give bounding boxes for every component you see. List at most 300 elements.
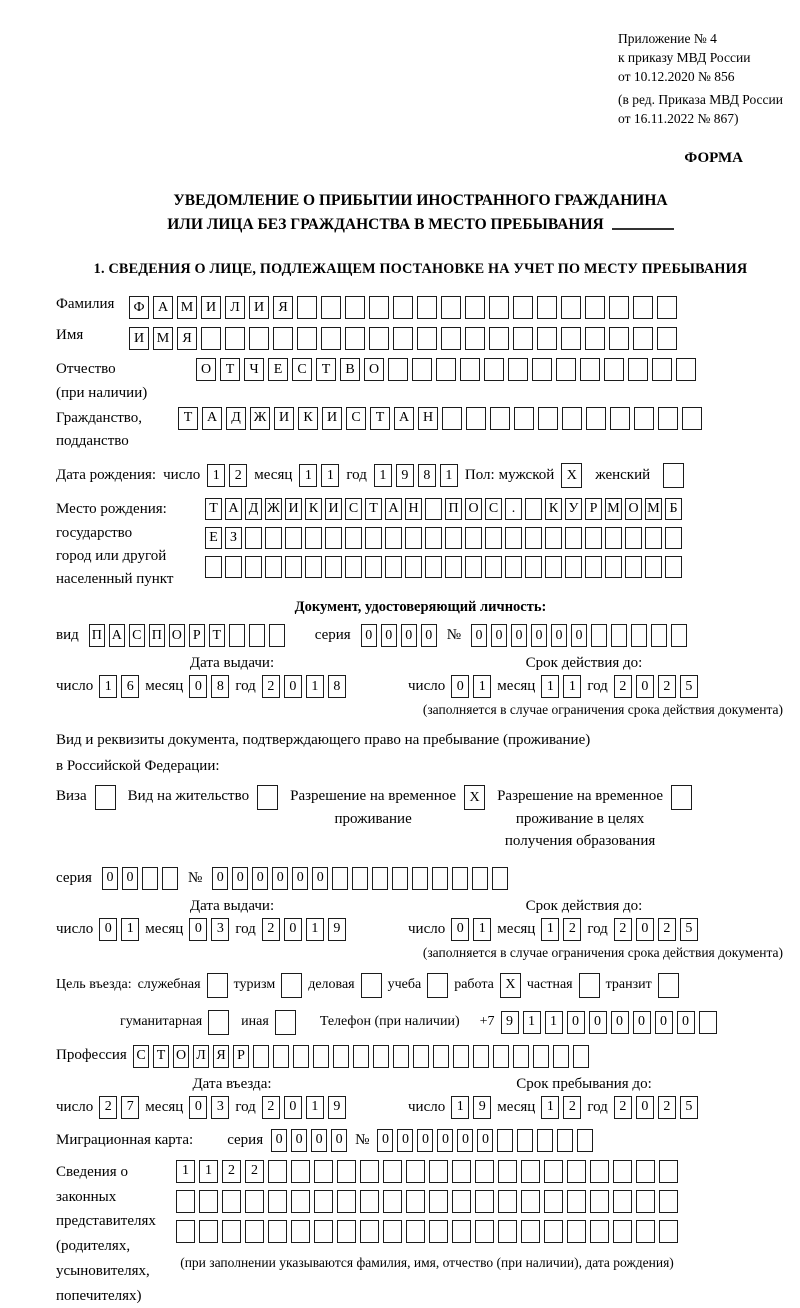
char-cell[interactable]	[611, 624, 627, 647]
birth-place-row1[interactable]	[205, 498, 682, 520]
char-cell[interactable]: Р	[585, 498, 602, 520]
char-cell[interactable]: 7	[121, 1096, 139, 1119]
char-cell[interactable]	[497, 1129, 513, 1152]
char-cell[interactable]	[580, 358, 600, 381]
char-cell[interactable]: А	[225, 498, 242, 520]
char-cell[interactable]: К	[305, 498, 322, 520]
char-cell[interactable]: 2	[262, 918, 280, 941]
char-cell[interactable]	[441, 327, 461, 350]
char-cell[interactable]	[432, 867, 448, 890]
char-cell[interactable]: Т	[153, 1045, 169, 1068]
identity-expiry-month[interactable]	[541, 675, 581, 698]
purpose-tourism-checkbox[interactable]	[281, 973, 302, 998]
char-cell[interactable]	[585, 327, 605, 350]
char-cell[interactable]: 0	[636, 675, 654, 698]
char-cell[interactable]: А	[109, 624, 125, 647]
char-cell[interactable]	[498, 1220, 517, 1243]
char-cell[interactable]: 2	[658, 675, 676, 698]
char-cell[interactable]	[383, 1190, 402, 1213]
char-cell[interactable]	[445, 556, 462, 578]
residence-issue-day[interactable]	[99, 918, 139, 941]
residence-issue-year[interactable]	[262, 918, 346, 941]
char-cell[interactable]: 1	[523, 1011, 541, 1034]
char-cell[interactable]: 1	[176, 1160, 195, 1183]
representatives-row2[interactable]	[176, 1190, 678, 1213]
char-cell[interactable]	[406, 1220, 425, 1243]
birth-year-cells[interactable]	[374, 464, 458, 487]
char-cell[interactable]	[321, 296, 341, 319]
char-cell[interactable]: К	[545, 498, 562, 520]
char-cell[interactable]	[505, 527, 522, 549]
char-cell[interactable]: 9	[473, 1096, 491, 1119]
char-cell[interactable]: Т	[178, 407, 198, 430]
char-cell[interactable]	[305, 527, 322, 549]
char-cell[interactable]	[205, 556, 222, 578]
char-cell[interactable]: 0	[551, 624, 567, 647]
char-cell[interactable]	[561, 296, 581, 319]
char-cell[interactable]	[567, 1190, 586, 1213]
char-cell[interactable]	[406, 1160, 425, 1183]
char-cell[interactable]	[337, 1220, 356, 1243]
char-cell[interactable]	[249, 624, 265, 647]
char-cell[interactable]	[525, 527, 542, 549]
char-cell[interactable]: 0	[189, 675, 207, 698]
char-cell[interactable]	[417, 327, 437, 350]
char-cell[interactable]	[586, 407, 606, 430]
char-cell[interactable]	[293, 1045, 309, 1068]
citizenship-cells[interactable]	[178, 407, 702, 430]
char-cell[interactable]: Р	[189, 624, 205, 647]
char-cell[interactable]	[388, 358, 408, 381]
char-cell[interactable]: С	[485, 498, 502, 520]
char-cell[interactable]: 0	[271, 1129, 287, 1152]
char-cell[interactable]	[383, 1160, 402, 1183]
char-cell[interactable]	[345, 527, 362, 549]
char-cell[interactable]	[545, 556, 562, 578]
char-cell[interactable]	[628, 358, 648, 381]
char-cell[interactable]	[590, 1160, 609, 1183]
char-cell[interactable]	[484, 358, 504, 381]
residence-permit-checkbox[interactable]	[257, 785, 278, 810]
stay-month[interactable]	[541, 1096, 581, 1119]
char-cell[interactable]: Ж	[250, 407, 270, 430]
char-cell[interactable]	[485, 556, 502, 578]
char-cell[interactable]	[492, 867, 508, 890]
doc-number-cells[interactable]	[471, 624, 687, 647]
char-cell[interactable]	[425, 527, 442, 549]
char-cell[interactable]	[199, 1190, 218, 1213]
char-cell[interactable]	[413, 1045, 429, 1068]
char-cell[interactable]: 2	[229, 464, 247, 487]
char-cell[interactable]	[313, 1045, 329, 1068]
migration-number-cells[interactable]	[377, 1129, 593, 1152]
birth-place-row3[interactable]	[205, 556, 682, 578]
char-cell[interactable]: З	[225, 527, 242, 549]
residence-series-cells[interactable]	[102, 867, 178, 890]
char-cell[interactable]	[162, 867, 178, 890]
char-cell[interactable]	[429, 1160, 448, 1183]
char-cell[interactable]: 8	[328, 675, 346, 698]
char-cell[interactable]: 0	[511, 624, 527, 647]
char-cell[interactable]: 0	[311, 1129, 327, 1152]
char-cell[interactable]	[452, 1160, 471, 1183]
char-cell[interactable]	[352, 867, 368, 890]
patronymic-cells[interactable]	[196, 358, 696, 381]
char-cell[interactable]: 0	[397, 1129, 413, 1152]
char-cell[interactable]	[452, 867, 468, 890]
entry-month[interactable]	[189, 1096, 229, 1119]
visa-checkbox[interactable]	[95, 785, 116, 810]
char-cell[interactable]: 9	[396, 464, 414, 487]
char-cell[interactable]: Е	[268, 358, 288, 381]
char-cell[interactable]	[392, 867, 408, 890]
char-cell[interactable]	[273, 327, 293, 350]
char-cell[interactable]: А	[394, 407, 414, 430]
char-cell[interactable]: 1	[541, 1096, 559, 1119]
purpose-other-checkbox[interactable]	[275, 1010, 296, 1035]
char-cell[interactable]: 0	[491, 624, 507, 647]
char-cell[interactable]: М	[177, 296, 197, 319]
char-cell[interactable]: Т	[205, 498, 222, 520]
char-cell[interactable]: 2	[563, 918, 581, 941]
char-cell[interactable]	[590, 1190, 609, 1213]
char-cell[interactable]	[466, 407, 486, 430]
char-cell[interactable]	[521, 1220, 540, 1243]
char-cell[interactable]: 0	[377, 1129, 393, 1152]
entry-year[interactable]	[262, 1096, 346, 1119]
char-cell[interactable]: 0	[531, 624, 547, 647]
char-cell[interactable]	[412, 867, 428, 890]
char-cell[interactable]	[498, 1160, 517, 1183]
purpose-transit-checkbox[interactable]	[658, 973, 679, 998]
birth-place-row2[interactable]	[205, 527, 682, 549]
char-cell[interactable]: 0	[655, 1011, 673, 1034]
char-cell[interactable]: М	[605, 498, 622, 520]
char-cell[interactable]: О	[196, 358, 216, 381]
char-cell[interactable]	[325, 527, 342, 549]
char-cell[interactable]	[142, 867, 158, 890]
char-cell[interactable]	[297, 327, 317, 350]
female-checkbox[interactable]	[663, 463, 684, 488]
purpose-work-checkbox[interactable]: X	[500, 973, 521, 998]
char-cell[interactable]: 5	[680, 918, 698, 941]
char-cell[interactable]: 0	[567, 1011, 585, 1034]
char-cell[interactable]	[225, 327, 245, 350]
char-cell[interactable]	[365, 556, 382, 578]
char-cell[interactable]	[314, 1160, 333, 1183]
residence-expiry-day[interactable]	[451, 918, 491, 941]
char-cell[interactable]	[360, 1220, 379, 1243]
char-cell[interactable]	[305, 556, 322, 578]
char-cell[interactable]: Ч	[244, 358, 264, 381]
char-cell[interactable]	[445, 527, 462, 549]
char-cell[interactable]: О	[465, 498, 482, 520]
char-cell[interactable]	[285, 556, 302, 578]
char-cell[interactable]	[465, 296, 485, 319]
char-cell[interactable]: 0	[636, 918, 654, 941]
char-cell[interactable]	[567, 1220, 586, 1243]
char-cell[interactable]	[176, 1220, 195, 1243]
char-cell[interactable]: 0	[471, 624, 487, 647]
char-cell[interactable]: 0	[284, 918, 302, 941]
char-cell[interactable]	[441, 296, 461, 319]
char-cell[interactable]	[249, 327, 269, 350]
char-cell[interactable]: 9	[328, 918, 346, 941]
char-cell[interactable]: 1	[451, 1096, 469, 1119]
char-cell[interactable]: 1	[440, 464, 458, 487]
char-cell[interactable]	[645, 556, 662, 578]
char-cell[interactable]: 0	[291, 1129, 307, 1152]
char-cell[interactable]	[201, 327, 221, 350]
char-cell[interactable]: 2	[245, 1160, 264, 1183]
char-cell[interactable]	[665, 527, 682, 549]
char-cell[interactable]: 0	[381, 624, 397, 647]
char-cell[interactable]	[453, 1045, 469, 1068]
char-cell[interactable]	[521, 1160, 540, 1183]
char-cell[interactable]	[268, 1190, 287, 1213]
birth-day-cells[interactable]	[207, 464, 247, 487]
char-cell[interactable]	[525, 556, 542, 578]
char-cell[interactable]	[610, 407, 630, 430]
char-cell[interactable]	[544, 1190, 563, 1213]
char-cell[interactable]	[433, 1045, 449, 1068]
char-cell[interactable]: 1	[541, 918, 559, 941]
doc-type-cells[interactable]	[89, 624, 285, 647]
char-cell[interactable]: С	[346, 407, 366, 430]
char-cell[interactable]	[613, 1220, 632, 1243]
char-cell[interactable]	[636, 1190, 655, 1213]
char-cell[interactable]	[659, 1190, 678, 1213]
char-cell[interactable]	[405, 556, 422, 578]
char-cell[interactable]: 0	[477, 1129, 493, 1152]
char-cell[interactable]	[577, 1129, 593, 1152]
char-cell[interactable]	[345, 327, 365, 350]
representatives-row1[interactable]	[176, 1160, 678, 1183]
char-cell[interactable]	[475, 1160, 494, 1183]
residence-issue-month[interactable]	[189, 918, 229, 941]
char-cell[interactable]: 0	[451, 675, 469, 698]
char-cell[interactable]	[585, 527, 602, 549]
char-cell[interactable]: И	[129, 327, 149, 350]
char-cell[interactable]	[253, 1045, 269, 1068]
char-cell[interactable]	[525, 498, 542, 520]
char-cell[interactable]: Д	[245, 498, 262, 520]
char-cell[interactable]: Т	[365, 498, 382, 520]
stay-day[interactable]	[451, 1096, 491, 1119]
char-cell[interactable]: 2	[563, 1096, 581, 1119]
char-cell[interactable]	[245, 556, 262, 578]
identity-issue-month[interactable]	[189, 675, 229, 698]
char-cell[interactable]: 5	[680, 675, 698, 698]
char-cell[interactable]	[425, 556, 442, 578]
char-cell[interactable]	[553, 1045, 569, 1068]
char-cell[interactable]: И	[325, 498, 342, 520]
char-cell[interactable]	[297, 296, 317, 319]
char-cell[interactable]	[625, 556, 642, 578]
char-cell[interactable]	[633, 296, 653, 319]
char-cell[interactable]: 0	[252, 867, 268, 890]
identity-issue-day[interactable]	[99, 675, 139, 698]
char-cell[interactable]	[291, 1220, 310, 1243]
char-cell[interactable]	[682, 407, 702, 430]
char-cell[interactable]: И	[201, 296, 221, 319]
char-cell[interactable]: 6	[121, 675, 139, 698]
char-cell[interactable]: С	[345, 498, 362, 520]
char-cell[interactable]: Д	[226, 407, 246, 430]
char-cell[interactable]	[176, 1190, 195, 1213]
char-cell[interactable]: Н	[418, 407, 438, 430]
stay-year[interactable]	[614, 1096, 698, 1119]
char-cell[interactable]: Ж	[265, 498, 282, 520]
temp-residence-checkbox[interactable]: X	[464, 785, 485, 810]
char-cell[interactable]: 0	[571, 624, 587, 647]
char-cell[interactable]	[229, 624, 245, 647]
char-cell[interactable]	[452, 1220, 471, 1243]
char-cell[interactable]	[333, 1045, 349, 1068]
char-cell[interactable]: 1	[99, 675, 117, 698]
char-cell[interactable]: 1	[563, 675, 581, 698]
char-cell[interactable]	[521, 1190, 540, 1213]
purpose-private-checkbox[interactable]	[579, 973, 600, 998]
char-cell[interactable]	[562, 407, 582, 430]
char-cell[interactable]	[545, 527, 562, 549]
char-cell[interactable]	[353, 1045, 369, 1068]
char-cell[interactable]	[325, 556, 342, 578]
char-cell[interactable]: 1	[306, 675, 324, 698]
char-cell[interactable]	[505, 556, 522, 578]
char-cell[interactable]	[265, 527, 282, 549]
char-cell[interactable]	[425, 498, 442, 520]
char-cell[interactable]	[436, 358, 456, 381]
char-cell[interactable]	[393, 1045, 409, 1068]
char-cell[interactable]: 1	[306, 918, 324, 941]
char-cell[interactable]	[585, 556, 602, 578]
char-cell[interactable]	[699, 1011, 717, 1034]
char-cell[interactable]: 0	[589, 1011, 607, 1034]
char-cell[interactable]: 2	[262, 675, 280, 698]
char-cell[interactable]: А	[202, 407, 222, 430]
char-cell[interactable]: Т	[220, 358, 240, 381]
char-cell[interactable]: 2	[614, 1096, 632, 1119]
char-cell[interactable]: С	[133, 1045, 149, 1068]
char-cell[interactable]: И	[322, 407, 342, 430]
profession-cells[interactable]	[133, 1045, 589, 1068]
char-cell[interactable]: С	[129, 624, 145, 647]
char-cell[interactable]: У	[565, 498, 582, 520]
char-cell[interactable]: 2	[658, 1096, 676, 1119]
char-cell[interactable]	[222, 1190, 241, 1213]
char-cell[interactable]: 1	[321, 464, 339, 487]
char-cell[interactable]: 5	[680, 1096, 698, 1119]
char-cell[interactable]: 2	[658, 918, 676, 941]
char-cell[interactable]	[532, 358, 552, 381]
char-cell[interactable]: О	[169, 624, 185, 647]
char-cell[interactable]	[652, 358, 672, 381]
char-cell[interactable]	[460, 358, 480, 381]
char-cell[interactable]: 2	[262, 1096, 280, 1119]
char-cell[interactable]	[537, 327, 557, 350]
char-cell[interactable]	[442, 407, 462, 430]
char-cell[interactable]	[199, 1220, 218, 1243]
char-cell[interactable]: В	[340, 358, 360, 381]
residence-number-cells[interactable]	[212, 867, 508, 890]
char-cell[interactable]	[291, 1190, 310, 1213]
char-cell[interactable]	[473, 1045, 489, 1068]
char-cell[interactable]: Ф	[129, 296, 149, 319]
char-cell[interactable]: 2	[222, 1160, 241, 1183]
char-cell[interactable]: 1	[374, 464, 392, 487]
char-cell[interactable]	[406, 1190, 425, 1213]
char-cell[interactable]: 8	[211, 675, 229, 698]
char-cell[interactable]	[393, 327, 413, 350]
char-cell[interactable]: 2	[614, 918, 632, 941]
char-cell[interactable]	[472, 867, 488, 890]
residence-expiry-year[interactable]	[614, 918, 698, 941]
char-cell[interactable]	[585, 296, 605, 319]
char-cell[interactable]: А	[385, 498, 402, 520]
char-cell[interactable]: 1	[299, 464, 317, 487]
char-cell[interactable]	[544, 1220, 563, 1243]
char-cell[interactable]: 1	[199, 1160, 218, 1183]
char-cell[interactable]	[633, 327, 653, 350]
char-cell[interactable]: 0	[284, 675, 302, 698]
char-cell[interactable]: 0	[437, 1129, 453, 1152]
char-cell[interactable]	[429, 1220, 448, 1243]
char-cell[interactable]: 9	[328, 1096, 346, 1119]
char-cell[interactable]	[265, 556, 282, 578]
char-cell[interactable]: Т	[316, 358, 336, 381]
char-cell[interactable]	[465, 327, 485, 350]
char-cell[interactable]	[489, 327, 509, 350]
char-cell[interactable]	[625, 527, 642, 549]
char-cell[interactable]	[567, 1160, 586, 1183]
char-cell[interactable]	[613, 1160, 632, 1183]
char-cell[interactable]: И	[249, 296, 269, 319]
char-cell[interactable]	[591, 624, 607, 647]
char-cell[interactable]	[245, 1220, 264, 1243]
temp-residence-education-checkbox[interactable]	[671, 785, 692, 810]
char-cell[interactable]: Я	[177, 327, 197, 350]
char-cell[interactable]: Я	[273, 296, 293, 319]
char-cell[interactable]: И	[274, 407, 294, 430]
char-cell[interactable]: О	[173, 1045, 189, 1068]
char-cell[interactable]	[225, 556, 242, 578]
doc-series-cells[interactable]	[361, 624, 437, 647]
char-cell[interactable]	[513, 296, 533, 319]
char-cell[interactable]	[514, 407, 534, 430]
char-cell[interactable]	[369, 327, 389, 350]
char-cell[interactable]: 1	[473, 918, 491, 941]
char-cell[interactable]	[372, 867, 388, 890]
char-cell[interactable]: П	[445, 498, 462, 520]
char-cell[interactable]: 0	[633, 1011, 651, 1034]
char-cell[interactable]	[556, 358, 576, 381]
char-cell[interactable]	[658, 407, 678, 430]
char-cell[interactable]: О	[364, 358, 384, 381]
char-cell[interactable]	[605, 556, 622, 578]
birth-month-cells[interactable]	[299, 464, 339, 487]
residence-expiry-month[interactable]	[541, 918, 581, 941]
char-cell[interactable]	[604, 358, 624, 381]
char-cell[interactable]	[332, 867, 348, 890]
char-cell[interactable]	[273, 1045, 289, 1068]
char-cell[interactable]: А	[153, 296, 173, 319]
char-cell[interactable]	[385, 556, 402, 578]
char-cell[interactable]	[321, 327, 341, 350]
char-cell[interactable]: П	[89, 624, 105, 647]
char-cell[interactable]	[565, 556, 582, 578]
char-cell[interactable]	[517, 1129, 533, 1152]
